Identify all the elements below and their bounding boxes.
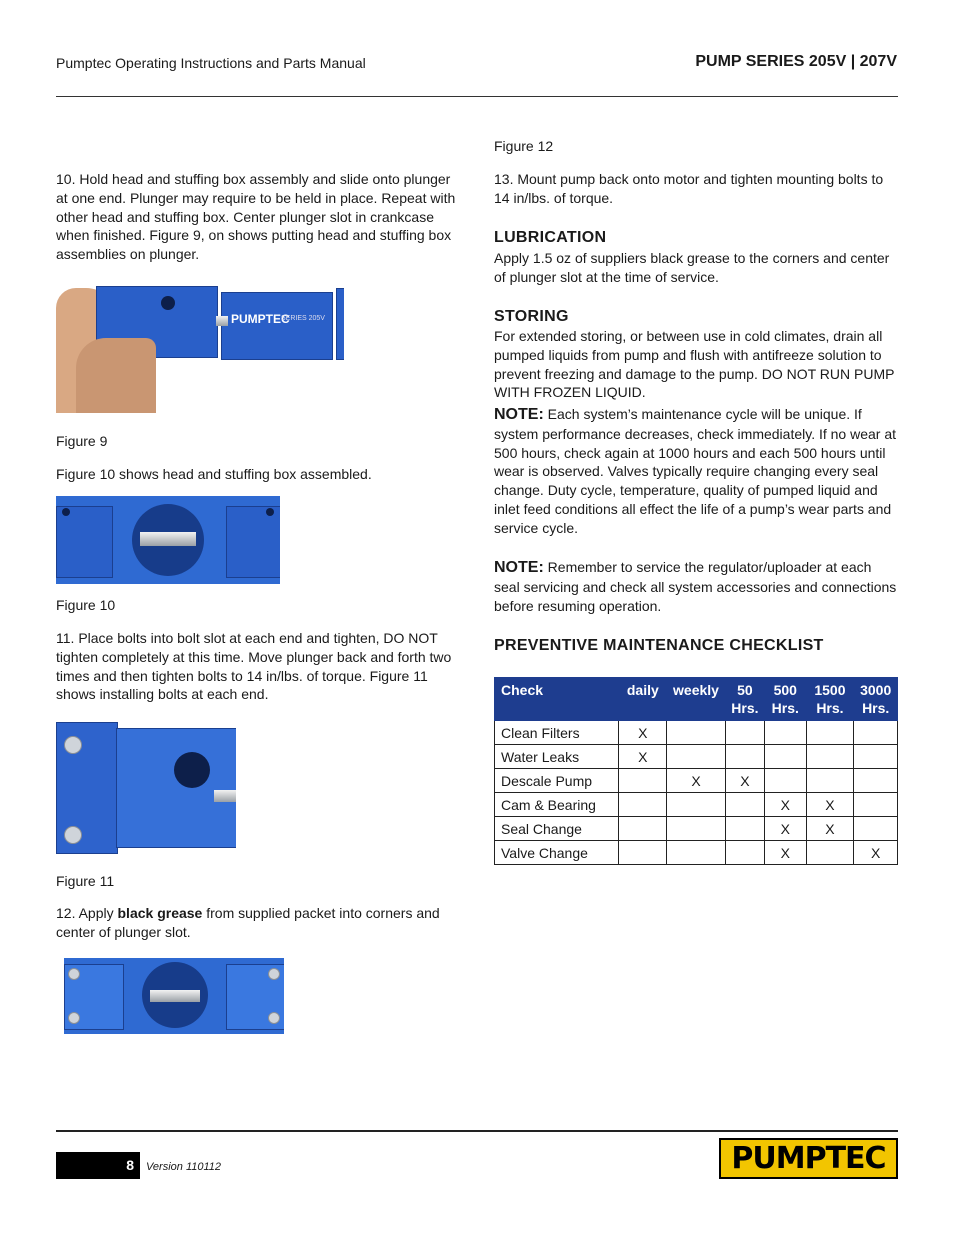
checklist-heading: PREVENTIVE MAINTENANCE CHECKLIST (494, 637, 824, 654)
figure-9-series-label: SERIES 205V (281, 315, 325, 322)
table-cell: Descale Pump (495, 769, 619, 793)
table-cell (667, 721, 725, 745)
version-label: Version 110112 (146, 1161, 222, 1173)
figure-12-caption: Figure 12 (494, 138, 554, 154)
table-cell (725, 745, 764, 769)
table-cell (765, 745, 806, 769)
table-cell (806, 841, 854, 865)
note-2-label: NOTE: (494, 559, 544, 576)
table-cell: Cam & Bearing (495, 793, 619, 817)
figure-10-photo (56, 496, 280, 584)
table-cell (619, 769, 667, 793)
storing-heading: STORING (494, 308, 569, 325)
table-cell (854, 745, 898, 769)
figure-9-photo (56, 278, 344, 413)
col-header-daily: daily (619, 678, 667, 721)
header-manual-title: Pumptec Operating Instructions and Parts Manual (56, 55, 366, 71)
table-cell (854, 817, 898, 841)
step-10-text: 10. Hold head and stuffing box assembly and slide onto plunger at one end. Plunger may require to be held in place. Repeat with other head and stuffing box. Center plunger slot in crankcase when finished. Figure 9, on shows putting head and stuffing box assemblies on plunger. (56, 171, 456, 263)
table-cell: Water Leaks (495, 745, 619, 769)
figure-11-caption: Figure 11 (56, 873, 115, 889)
table-cell (667, 745, 725, 769)
table-cell (806, 769, 854, 793)
figure-11-photo (56, 722, 236, 854)
col-header-50: 50 Hrs. (725, 678, 764, 721)
table-row (495, 793, 898, 817)
step-12-text: 12. Apply black grease from supplied packet into corners and center of plunger slot. (56, 905, 440, 940)
note-1-label: NOTE: (494, 406, 544, 423)
table-cell (854, 769, 898, 793)
table-cell (854, 721, 898, 745)
table-cell (725, 793, 764, 817)
logo-text: PUMPTEC (731, 1141, 886, 1176)
table-cell (725, 817, 764, 841)
table-cell: X (725, 769, 764, 793)
step-11-text: 11. Place bolts into bolt slot at each end and tighten, DO NOT tighten completely at this time. Move plunger back and forth two times and then tighten bolts to 14 in/lbs. of torque. Figure 11 shows installing bolts at each end. (56, 630, 452, 703)
table-cell: X (619, 745, 667, 769)
note-2: NOTE: Remember to service the regulator/uploader at each seal servicing and check all system accessories and connections before resuming operation. (494, 559, 897, 614)
figure-12-photo (64, 958, 284, 1034)
table-cell (619, 841, 667, 865)
footer-divider (56, 1130, 898, 1132)
table-cell: Valve Change (495, 841, 619, 865)
table-cell: X (806, 817, 854, 841)
table-row (495, 817, 898, 841)
header-divider (56, 96, 898, 97)
page-number: 8 (56, 1152, 140, 1179)
table-cell (806, 721, 854, 745)
table-header-row (495, 678, 898, 721)
table-cell (667, 793, 725, 817)
lubrication-text: Apply 1.5 oz of suppliers black grease to the corners and center of plunger slot at the time of service. (494, 250, 890, 285)
step-13-text: 13. Mount pump back onto motor and tighten mounting bolts to 14 in/lbs. of torque. (494, 171, 884, 206)
header-series-title: PUMP SERIES 205V | 207V (695, 53, 897, 70)
col-header-500: 500 Hrs. (765, 678, 806, 721)
table-cell: X (667, 769, 725, 793)
table-cell: X (765, 793, 806, 817)
table-cell: Clean Filters (495, 721, 619, 745)
note-1: NOTE: Each system’s maintenance cycle will be unique. If system performance decreases, check immediately. If no wear at 500 hours, check again at 1000 hours and each 500 hours until wear is observed. Valves typically require changing every seal change. Duty cycle, temperature, quality of pumped liquid and inlet feed conditions all effect the life of a pump’s wear parts and service cycle. (494, 406, 897, 536)
table-cell: X (854, 841, 898, 865)
table-cell: X (765, 817, 806, 841)
col-header-3000: 3000 Hrs. (854, 678, 898, 721)
table-row (495, 769, 898, 793)
table-cell (765, 721, 806, 745)
table-cell (667, 817, 725, 841)
figure-10-intro: Figure 10 shows head and stuffing box assembled. (56, 466, 372, 482)
table-cell (619, 793, 667, 817)
step-12-bold-text: black grease (117, 905, 203, 921)
table-row (495, 745, 898, 769)
storing-text: For extended storing, or between use in cold climates, drain all pumped liquids from pump and flush with antifreeze solution to prevent freezing and damage to the pump. DO NOT RUN PUMP WITH FROZEN LIQUID. (494, 328, 895, 401)
table-cell (725, 721, 764, 745)
table-cell (725, 841, 764, 865)
pumptec-logo (719, 1138, 898, 1179)
table-cell (765, 769, 806, 793)
table-cell: X (765, 841, 806, 865)
figure-9-caption: Figure 9 (56, 433, 108, 449)
maintenance-checklist-table (494, 677, 898, 865)
table-row (495, 841, 898, 865)
table-cell: Seal Change (495, 817, 619, 841)
figure-10-caption: Figure 10 (56, 597, 116, 613)
figure-9-pump-label: PUMPTEC (231, 312, 290, 326)
col-header-check: Check (495, 678, 619, 721)
table-cell: X (806, 793, 854, 817)
col-header-1500: 1500 Hrs. (806, 678, 854, 721)
table-cell (854, 793, 898, 817)
table-row (495, 721, 898, 745)
table-cell (619, 817, 667, 841)
table-cell: X (619, 721, 667, 745)
col-header-weekly: weekly (667, 678, 725, 721)
lubrication-heading: LUBRICATION (494, 229, 607, 246)
table-cell (806, 745, 854, 769)
table-cell (667, 841, 725, 865)
